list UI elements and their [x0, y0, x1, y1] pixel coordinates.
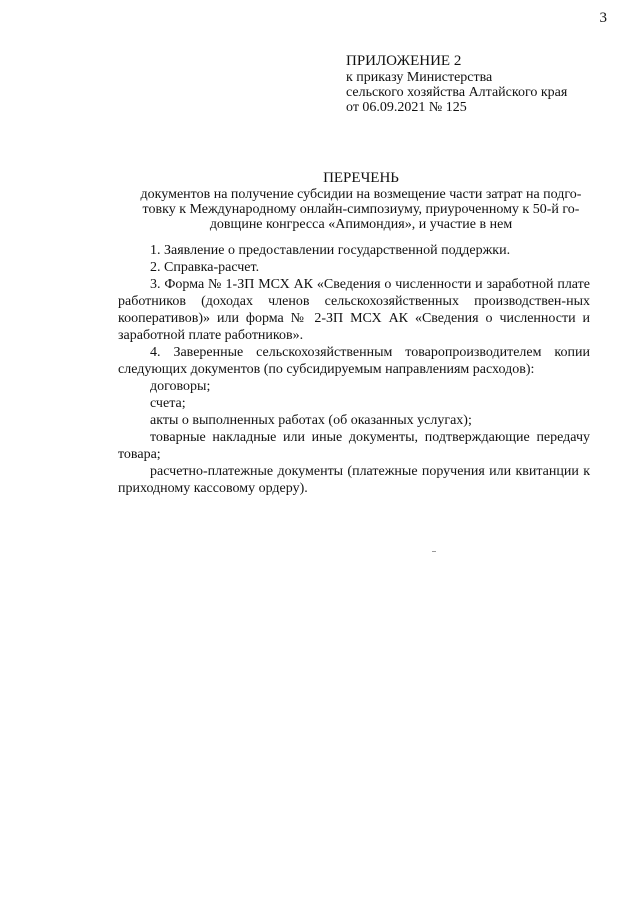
appendix-line-1: к приказу Министерства: [346, 70, 493, 85]
document-subtitle-line-2: товку к Международному онлайн-симпозиуму, приуроченному к 50-й го-: [142, 202, 580, 217]
list-item-3: 3. Форма № 1-ЗП МСХ АК «Сведения о численности и заработной плате работников (доходах членов сельскохозяйственных производствен-ных кооперативов)» или форма № 2-ЗП МСХ АК «Сведения о численности и заработной плате работников».: [118, 277, 590, 343]
heading-block: [118, 170, 604, 232]
scan-mark: [432, 551, 436, 552]
document-subtitle-line-1: документов на получение субсидии на возмещение части затрат на подго-: [140, 187, 582, 202]
appendix-title: ПРИЛОЖЕНИЕ 2: [346, 53, 462, 69]
sublist-item-payment-docs: расчетно-платежные документы (платежные поручения или квитанции к приходному кассовому ордеру).: [118, 464, 590, 496]
document-body: [118, 242, 590, 497]
appendix-line-3: от 06.09.2021 № 125: [346, 100, 467, 115]
sublist-item-contracts: договоры;: [150, 379, 211, 394]
sublist-item-invoices: счета;: [150, 396, 186, 411]
list-item-4: 4. Заверенные сельскохозяйственным товаропроизводителем копии следующих документов (по субсидируемым направлениям расходов):: [118, 345, 590, 377]
appendix-line-2: сельского хозяйства Алтайского края: [346, 85, 568, 100]
list-item-2: 2. Справка-расчет.: [150, 260, 260, 275]
document-title: ПЕРЕЧЕНЬ: [323, 170, 399, 186]
list-item-1: 1. Заявление о предоставлении государственной поддержки.: [150, 243, 511, 258]
page-number: 3: [599, 10, 607, 26]
document-subtitle-line-3: довщине конгресса «Апимондия», и участие в нем: [209, 217, 513, 232]
sublist-item-waybills: товарные накладные или иные документы, подтверждающие передачу товара;: [118, 430, 590, 462]
sublist-item-acts: акты о выполненных работах (об оказанных услугах);: [150, 413, 472, 428]
appendix-block: [346, 53, 567, 115]
